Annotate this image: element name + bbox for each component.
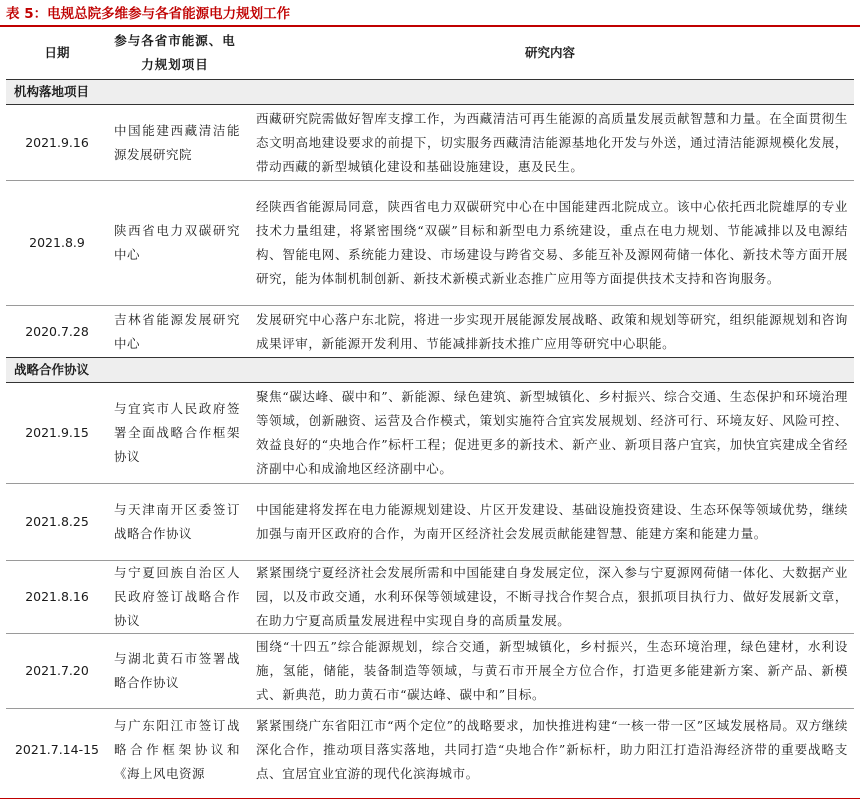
row-content: 经陕西省能源局同意，陕西省电力双碳研究中心在中国能建西北院成立。该中心依托西北院雄厚的专业技术力量组建，将紧密围绕“双碳”目标和新型电力系统建设，重点在电力规划、节能减排以及电源结构、智能电网、系统能力建设、市场建设与跨省交易、多能互补及源网荷储一体化、新技术等方面开展研究，能为体制机制创新、新技术新模式新业态推广应用等方面提供技术支持和咨询服务。 [256, 199, 848, 286]
table-title: 表 5：电规总院多维参与各省能源电力规划工作 [6, 6, 291, 22]
row-project: 吉林省能源发展研究中心 [114, 311, 240, 351]
row-date: 2021.8.16 [25, 589, 89, 604]
table-row [6, 383, 854, 483]
table-row [6, 181, 854, 305]
row-project: 与天津南开区委签订战略合作协议 [114, 502, 240, 541]
row-project: 与广东阳江市签订战略合作框架协议和《海上风电资源 [114, 718, 240, 781]
row-date: 2021.9.16 [25, 134, 89, 150]
row-date: 2021.7.14-15 [14, 742, 100, 757]
row-project: 与宁夏回族自治区人民政府签订战略合作协议 [114, 565, 240, 628]
section-heading: 机构落地项目 [6, 80, 854, 104]
header-content: 研究内容 [524, 45, 575, 60]
table-row [6, 306, 854, 357]
row-content: 发展研究中心落户东北院，将进一步实现开展能源发展战略、政策和规划等研究，组织能源规划和咨询成果评审，新能源开发利用、节能减排新技术推广应用等研究中心职能。 [256, 311, 848, 351]
row-date: 2021.7.20 [25, 663, 89, 678]
table-row [6, 634, 854, 708]
row-project: 陕西省电力双碳研究中心 [114, 223, 240, 262]
row-content: 中国能建将发挥在电力能源规划建设、片区开发建设、基础设施投资建设、生态环保等领域优势，继续加强与南开区政府的合作，为南开区经济社会发展贡献能建智慧、能建方案和能建力量。 [256, 502, 848, 541]
row-date: 2021.8.9 [29, 235, 85, 250]
title-rule [0, 25, 860, 27]
table-row [6, 561, 854, 633]
header-date: 日期 [44, 45, 70, 60]
row-content: 围绕“十四五”综合能源规划，综合交通，新型城镇化，乡村振兴，生态环境治理，绿色建材，水利设施，氢能，储能，装备制造等领域，与黄石市开展全方位合作，打造更多能建新方案、新产品、新模式、新典范，助力黄石市“碳达峰、碳中和”目标。 [256, 639, 848, 702]
row-content: 聚焦“碳达峰、碳中和”、新能源、绿色建筑、新型城镇化、乡村振兴、综合交通、生态保护和环境治理等领域，创新融资、运营及合作模式，策划实施符合宜宾发展规划、经济可行、环境友好、风险可控、效益良好的“央地合作”标杆工程；促进更多的新技术、新产业、新项目落户宜宾，加快宜宾建成全省经济副中心和成渝地区经济副中心。 [256, 389, 848, 476]
row-project: 与宜宾市人民政府签署全面战略合作框架协议 [114, 401, 240, 464]
table-row [6, 484, 854, 560]
row-date: 2021.9.15 [25, 425, 89, 440]
row-project: 中国能建西藏清洁能源发展研究院 [114, 122, 240, 162]
row-date: 2021.8.25 [25, 514, 89, 529]
section-heading: 战略合作协议 [6, 358, 854, 382]
table-row [6, 105, 854, 180]
row-content: 紧紧围绕宁夏经济社会发展所需和中国能建自身发展定位，深入参与宁夏源网荷储一体化、大数据产业园，以及市政交通，水利环保等领域建设，不断寻找合作契合点，狠抓项目执行力、做好发展新文章，在助力宁夏高质量发展进程中实现自身的高质量发展。 [256, 565, 848, 628]
footer-rule [0, 798, 860, 799]
row-project: 与湖北黄石市签署战略合作协议 [114, 651, 240, 690]
row-content: 西藏研究院需做好智库支撑工作，为西藏清洁可再生能源的高质量发展贡献智慧和力量。在全面贯彻生态文明高地建设要求的前提下，切实服务西藏清洁能源基地化开发与外送，通过清洁能源规模化发展，带动西藏的新型城镇化建设和基础设施建设，惠及民生。 [256, 110, 848, 174]
row-content: 紧紧围绕广东省阳江市“两个定位”的战略要求，加快推进构建“一核一带一区”区域发展格局。双方继续深化合作，推动项目落实落地，共同打造“央地合作”新标杆，助力阳江打造沿海经济带的重要战略支点、宜居宜业宜游的现代化滨海城市。 [256, 718, 848, 781]
row-date: 2020.7.28 [25, 323, 89, 339]
header-project: 参与各省市能源、电力规划项目 [114, 33, 236, 72]
table-row [6, 709, 854, 791]
